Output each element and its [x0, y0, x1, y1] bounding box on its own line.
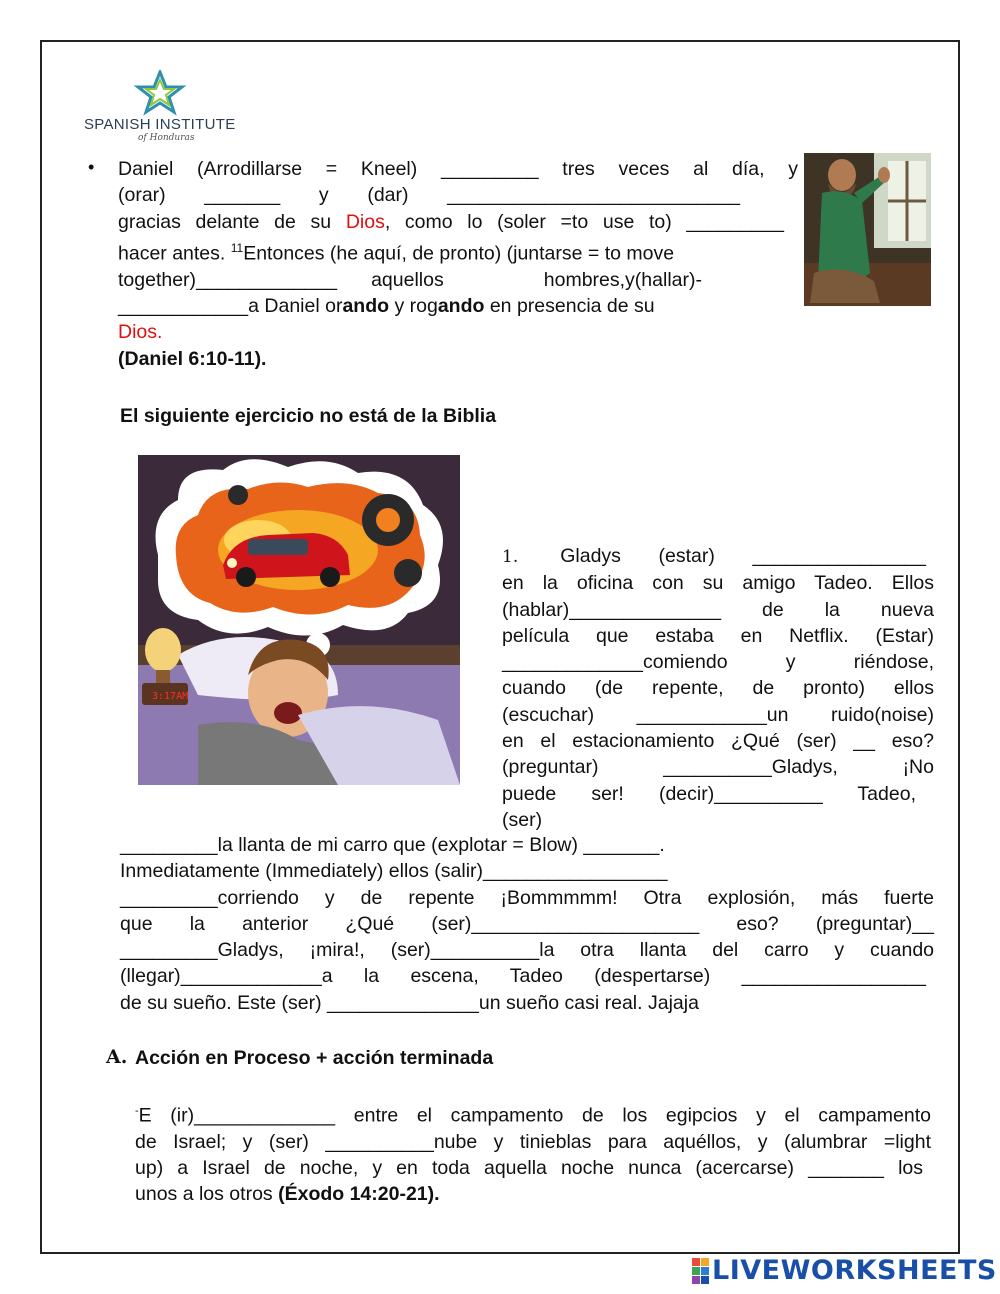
blank[interactable]: ____________: [636, 703, 767, 726]
story-line: de su sueño. Este (ser) ______________un sueño casi real. Jajaja: [120, 991, 699, 1014]
blank[interactable]: _________________: [483, 860, 668, 883]
blank[interactable]: _______: [808, 1157, 884, 1180]
blank[interactable]: _____________: [196, 268, 338, 291]
daniel-line: ____________a Daniel orando y rogando en presencia de su: [118, 294, 655, 317]
story-line: _________la llanta de mi carro que (explotar = Blow) _______.: [120, 834, 665, 856]
logo-subtitle: of Honduras: [138, 133, 195, 143]
blank[interactable]: _____________________: [471, 912, 700, 935]
blank[interactable]: _________: [120, 834, 218, 856]
exodus-line: unos a los otros (Éxodo 14:20-21).: [135, 1183, 440, 1206]
story-line: en el estacionamiento ¿Qué (ser) __ eso?: [502, 730, 934, 753]
story-column: [502, 543, 934, 833]
exodus-line: -E (ir)_____________ entre el campamento de los egipcios y el campamento: [135, 1104, 931, 1127]
bullet-dot: •: [88, 157, 95, 177]
story-line: película que estaba en Netflix. (Estar): [502, 624, 934, 647]
story-line: Inmediatamente (Immediately) ellos (salir)_________________: [120, 860, 668, 883]
section-a-title: Acción en Proceso + acción terminada: [135, 1047, 494, 1069]
story-line: 1. Gladys (estar) ________________: [502, 545, 926, 567]
story-line: _________Gladys, ¡mira!, (ser)__________la otra llanta del carro y cuando: [120, 939, 935, 962]
blank[interactable]: _______: [204, 184, 281, 207]
blank[interactable]: _____________: [502, 651, 643, 674]
blank[interactable]: __________: [714, 782, 823, 805]
exodus-paragraph: [135, 1098, 931, 1208]
blank[interactable]: ___________________________: [447, 184, 740, 207]
blank[interactable]: _____________: [180, 965, 322, 988]
blank[interactable]: _________: [440, 158, 539, 180]
story-continuation: [120, 832, 934, 1016]
brand-name: LIVEWORKSHEETS: [712, 1255, 997, 1286]
story-line: (escuchar) ____________un ruido(noise): [502, 703, 934, 726]
blank[interactable]: __: [912, 912, 934, 935]
blank[interactable]: ____________: [118, 294, 249, 317]
blank[interactable]: _________________: [741, 965, 926, 988]
daniel-line: hacer antes. $^{11}$Entonces (he aquí, de pronto) (juntarse = to move: [118, 240, 675, 265]
institute-logo: [82, 70, 242, 145]
exodus-line: up) a Israel de noche, y en toda aquella noche nunca (acercarse) _______ los: [135, 1157, 923, 1180]
story-line: puede ser! (decir)__________ Tadeo,: [502, 782, 916, 805]
exodus-line: de Israel; y (ser) __________nube y tinieblas para aquéllos, y (alumbrar =light: [135, 1130, 931, 1153]
daniel-line: Dios.: [118, 321, 163, 344]
blank[interactable]: _________: [686, 210, 785, 233]
story-line: _________corriendo y de repente ¡Bommmmm! Otra explosión, más fuerte: [120, 886, 934, 909]
story-line: cuando (de repente, de pronto) ellos: [502, 677, 934, 700]
daniel-paragraph: [118, 156, 798, 372]
blank[interactable]: ______________: [327, 991, 479, 1014]
story-line: (llegar)_____________a la escena, Tadeo (despertarse) _________________: [120, 965, 926, 988]
story-line: que la anterior ¿Qué (ser)_____________________ eso? (preguntar)__: [120, 912, 934, 935]
daniel-praying-image: [804, 153, 931, 306]
logo-name: SPANISH INSTITUTE: [84, 116, 236, 133]
blank[interactable]: __________: [325, 1130, 434, 1153]
story-line: (ser): [502, 808, 543, 831]
blank[interactable]: __: [853, 730, 875, 753]
exercise-heading: El siguiente ejercicio no está de la Biblia: [120, 405, 497, 427]
exodus-reference: (Éxodo 14:20-21).: [278, 1183, 440, 1206]
dream-illustration: [138, 455, 460, 785]
daniel-reference: (Daniel 6:10-11).: [118, 347, 267, 370]
daniel-line: gracias delante de su Dios, como lo (soler =to use to) _________: [118, 210, 785, 233]
story-number: 1.: [502, 547, 519, 567]
section-a-marker: A.: [106, 1046, 128, 1068]
blank[interactable]: _________: [120, 939, 218, 962]
story-line: (hablar)______________ de la nueva: [502, 598, 934, 621]
daniel-line: (orar) _______ y (dar) ___________________________: [118, 184, 740, 207]
blank[interactable]: __________: [663, 756, 772, 779]
svg-text:3:17AM: 3:17AM: [152, 691, 189, 702]
daniel-line: together)_____________ aquellos hombres,y(hallar)-: [118, 268, 702, 291]
story-line: (preguntar) __________Gladys, ¡No: [502, 756, 934, 779]
star-logo-icon: [82, 70, 242, 116]
blank[interactable]: _____________: [194, 1104, 336, 1127]
blank[interactable]: _________: [120, 886, 218, 909]
blank[interactable]: ________________: [752, 545, 926, 567]
story-line: en la oficina con su amigo Tadeo. Ellos: [502, 572, 934, 595]
blank[interactable]: __________: [430, 939, 540, 962]
daniel-line: Daniel (Arrodillarse = Kneel) _________ tres veces al día, y: [118, 158, 798, 180]
story-line: _____________comiendo y riéndose,: [502, 651, 934, 674]
blank[interactable]: ______________: [569, 598, 722, 621]
blank[interactable]: _______: [583, 834, 660, 856]
